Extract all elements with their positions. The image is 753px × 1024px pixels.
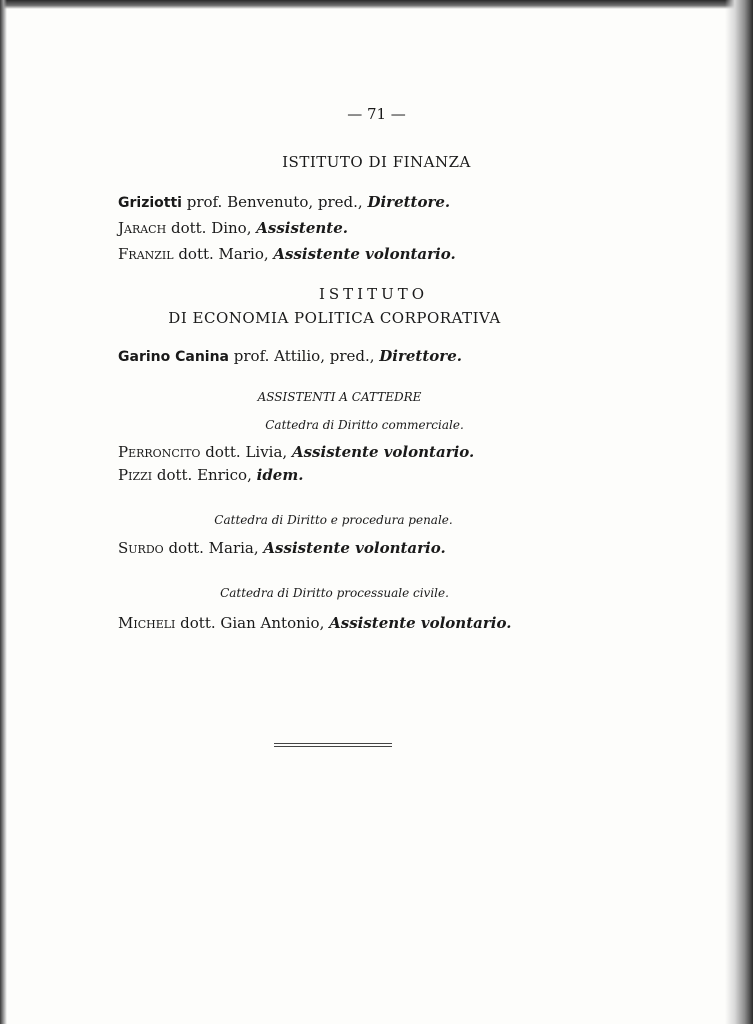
entry-role: Assistente volontario. [291, 443, 475, 461]
entry-role: Assistente. [256, 219, 348, 237]
entry-garino-canina [118, 347, 462, 366]
end-rule [274, 743, 392, 747]
entry-details: dott. Enrico, [152, 466, 257, 484]
entry-griziotti [118, 193, 450, 212]
entry-micheli [118, 614, 511, 632]
entry-jarach [118, 219, 348, 237]
entry-perroncito [118, 443, 474, 461]
entry-role: Direttore. [379, 347, 462, 365]
entry-surname: Surdo [118, 539, 164, 557]
istituto-economia-title-line2: DI ECONOMIA POLITICA CORPORATIVA [168, 309, 501, 327]
chair-diritto-procedura-penale: Cattedra di Diritto e procedura penale. [214, 513, 453, 527]
istituto-finanza-title: ISTITUTO DI FINANZA [282, 153, 471, 171]
assistenti-heading: ASSISTENTI A CATTEDRE [257, 390, 422, 404]
chair-diritto-processuale-civile: Cattedra di Diritto processuale civile. [220, 586, 449, 600]
entry-surname: Jarach [118, 219, 167, 237]
entry-details: dott. Gian Antonio, [175, 614, 330, 632]
entry-surname: Garino Canina [118, 349, 230, 365]
entry-details: prof. Benvenuto, pred., [181, 193, 368, 211]
entry-surname: Pizzi [118, 466, 153, 484]
entry-details: dott. Maria, [163, 539, 264, 557]
page-number: — 71 — [347, 105, 406, 123]
entry-details: dott. Mario, [173, 245, 274, 263]
entry-details: dott. Livia, [200, 443, 292, 461]
entry-role: Assistente volontario. [329, 614, 512, 632]
entry-surname: Perroncito [118, 443, 201, 461]
istituto-economia-title-line1: ISTITUTO [318, 285, 429, 303]
entry-role: Direttore. [367, 193, 451, 211]
entry-role: Assistente volontario. [263, 539, 446, 557]
chair-diritto-commerciale: Cattedra di Diritto commerciale. [265, 418, 464, 432]
entry-franzil [118, 245, 456, 263]
scan-top-edge [0, 0, 753, 9]
entry-pizzi [118, 466, 303, 484]
entry-details: dott. Dino, [166, 219, 257, 237]
entry-surdo [118, 539, 446, 557]
entry-surname: Franzil [118, 245, 174, 263]
entry-details: prof. Attilio, pred., [229, 347, 380, 365]
entry-role: idem. [256, 466, 304, 484]
entry-surname: Micheli [118, 614, 176, 632]
entry-role: Assistente volontario. [273, 245, 456, 263]
entry-surname: Griziotti [118, 195, 182, 211]
